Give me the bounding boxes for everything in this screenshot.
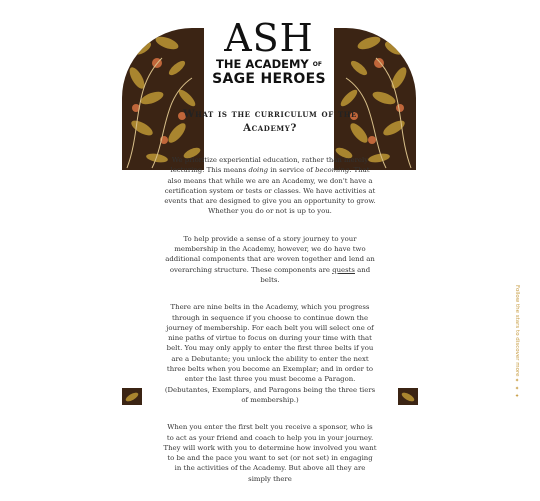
p2-text-b: and belts. (260, 265, 371, 284)
ornament-bottom-right-image (398, 388, 418, 405)
logo-sage-heroes-text: SAGE HEROES (212, 71, 326, 87)
page-heading: What is the curriculum of the Academy? (183, 108, 357, 134)
paragraph-3: There are nine belts in the Academy, which you progress through in sequence if you choose to continue down the journey of membership. For each belt you will select one of nine paths of virtue to focus on during your time with that belt. You may only apply to enter the first three belts if you are a Debutante; you unlock the ability to enter the next three belts when you become an Exemplar; and in order to enter the last three you must become a Paragon. (Debutantes, Exemplars, and Paragons being the three tiers of membership.) (164, 303, 376, 404)
p1-text-c: . That also means that while we are an Academy, we don't have a certification system or tests or classes. We have activities at events that are designed to give you an opportunity to grow. Whether you do or not is up to you. (164, 166, 376, 216)
p1-emphasis-doing: doing (248, 166, 269, 175)
p2-text-a: To help provide a sense of a story journey to your membership in the Academy, however, we do have two additional components that are woven together and lend an overarching structure. These components are (165, 234, 375, 274)
p1-emphasis-becoming: becoming (315, 166, 350, 175)
p1-text-a: We prioritize experiential education, rather than merely lecturing. This means (170, 156, 369, 175)
logo-academy-text: THE ACADEMY (216, 57, 309, 71)
quests-link[interactable]: quests (332, 265, 355, 274)
main-content (163, 107, 377, 501)
academy-logo[interactable] (205, 18, 333, 87)
logo-ash-text: ASH (224, 16, 314, 60)
p1-text-b: in service of (268, 166, 316, 175)
paragraph-4: When you enter the first belt you receive a sponsor, who is to act as your friend and coach to help you in your journey. They will work with you to determine how involved you want to be and the pace you want to set (or not set) in engaging in the activities of the Academy. But above all they are simply there (163, 423, 377, 483)
side-note-text[interactable]: Follow the stars to discover more ✦ ✦ ✦ (514, 285, 520, 400)
ornament-bottom-left-image (122, 388, 142, 405)
paragraph-2 (163, 234, 377, 285)
logo-line1 (205, 58, 333, 71)
paragraph-1 (163, 155, 377, 217)
logo-of-text: OF (312, 61, 322, 68)
